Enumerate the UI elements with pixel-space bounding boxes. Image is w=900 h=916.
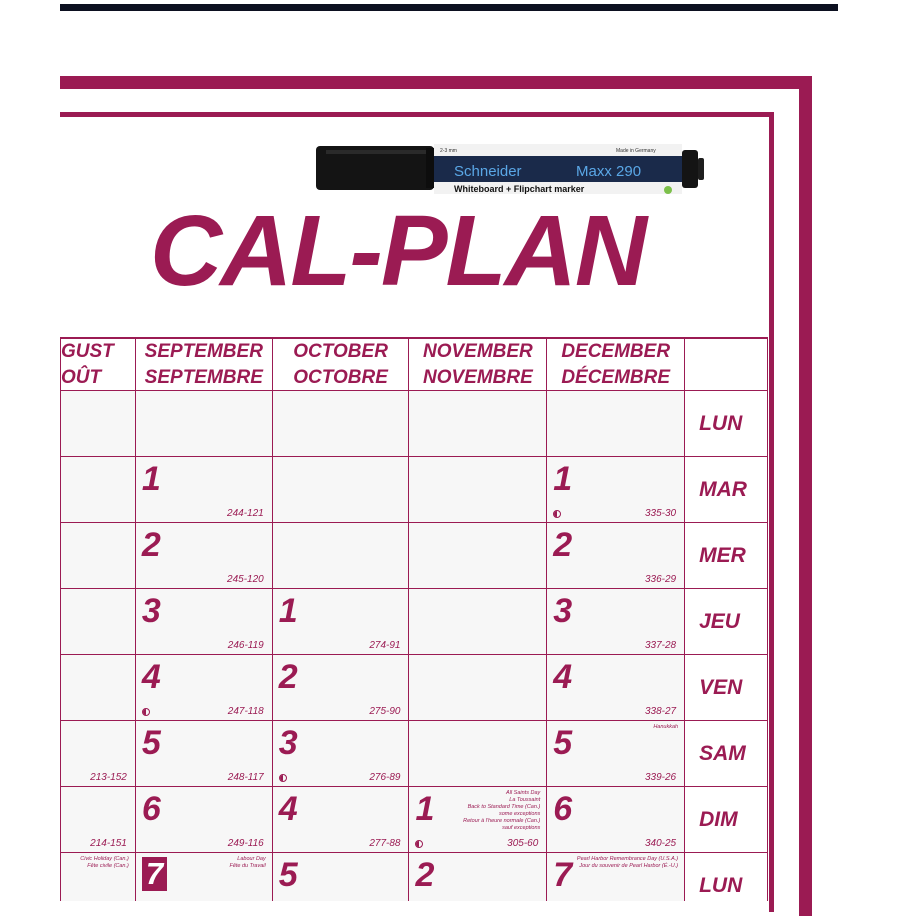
day-number: 2 (415, 856, 435, 894)
day-of-year-code: 340-25 (644, 838, 677, 849)
day-cell[interactable] (61, 853, 136, 902)
day-of-year-code: 338-27 (644, 706, 677, 717)
week-row (61, 391, 768, 457)
month-header-fr: OCTOBRE (272, 365, 409, 391)
day-cell[interactable] (61, 721, 136, 787)
day-cell[interactable] (61, 787, 136, 853)
day-cell[interactable] (547, 655, 685, 721)
day-cell[interactable] (272, 391, 409, 457)
day-number: 5 (553, 724, 573, 762)
marker-brand: Schneider (454, 163, 522, 180)
day-number: 2 (141, 526, 161, 564)
month-header-en: DECEMBER (547, 339, 685, 365)
holiday-note: Civic Holiday (Can.) Fête civile (Can.) (80, 856, 129, 869)
month-header-en: OCTOBER (272, 339, 409, 365)
day-number: 6 (141, 790, 161, 828)
weekday-label: DIM (699, 808, 738, 831)
day-cell[interactable] (135, 787, 272, 853)
moon-phase-icon (279, 774, 287, 782)
month-header-row-en (61, 339, 768, 365)
day-of-year-code: 274-91 (369, 640, 401, 651)
day-cell[interactable] (547, 391, 685, 457)
day-of-year-code: 248-117 (227, 772, 264, 783)
day-cell[interactable] (409, 787, 547, 853)
day-cell[interactable] (135, 457, 272, 523)
day-number: 5 (141, 724, 161, 762)
weekday-label: VEN (699, 676, 743, 699)
day-cell[interactable] (272, 523, 409, 589)
week-row (61, 853, 768, 902)
weekday-label-cell (685, 721, 768, 787)
week-row (61, 523, 768, 589)
day-cell[interactable] (135, 589, 272, 655)
day-number: 6 (553, 790, 573, 828)
day-of-year-code: 337-28 (644, 640, 677, 651)
day-number: 3 (141, 592, 161, 630)
weekday-label: JEU (699, 610, 740, 633)
day-cell[interactable] (61, 523, 136, 589)
day-number: 1 (415, 790, 435, 828)
day-cell[interactable] (547, 589, 685, 655)
day-number: 3 (553, 592, 573, 630)
weekday-label-cell (685, 787, 768, 853)
day-cell[interactable] (61, 457, 136, 523)
month-header-en: GUST (61, 339, 136, 365)
day-cell[interactable] (61, 655, 136, 721)
page-title: CAL-PLAN (150, 195, 646, 307)
moon-phase-icon (415, 840, 423, 848)
moon-phase-icon (553, 510, 561, 518)
day-cell[interactable] (547, 853, 685, 902)
day-of-year-code: 277-88 (369, 838, 401, 849)
day-of-year-code: 249-116 (227, 838, 264, 849)
day-number: 3 (278, 724, 298, 762)
day-number: 1 (278, 592, 298, 630)
day-number: 4 (141, 658, 161, 696)
weekday-label-cell (685, 589, 768, 655)
day-cell[interactable] (135, 655, 272, 721)
weekday-label-cell (685, 523, 768, 589)
marker-model: Maxx 290 (576, 163, 642, 180)
day-of-year-code: 244-121 (227, 508, 264, 519)
marker-pen-image (316, 140, 706, 198)
moon-phase-icon (142, 708, 150, 716)
weekday-label: LUN (699, 412, 743, 435)
day-cell[interactable] (135, 391, 272, 457)
day-number: 7 (553, 856, 573, 894)
month-header-fr: DÉCEMBRE (547, 365, 685, 391)
day-of-year-code: 275-90 (369, 706, 401, 717)
weekday-label: SAM (699, 742, 746, 765)
day-cell[interactable] (409, 655, 547, 721)
day-cell[interactable] (272, 457, 409, 523)
holiday-note: Hanukkah (653, 724, 679, 730)
week-row (61, 721, 768, 787)
day-of-year-code: 339-26 (644, 772, 677, 783)
header-blank (685, 339, 768, 365)
marker-tip: 2-3 mm (440, 148, 457, 154)
week-row (61, 457, 768, 523)
day-cell[interactable] (409, 853, 547, 902)
marker-type: Whiteboard + Flipchart marker (454, 184, 585, 194)
holiday-note: Pearl Harbor Remembrance Day (U.S.A.) Jour du souvenir de Pearl Harbor (É.-U.) (576, 856, 679, 869)
day-number: 1 (553, 460, 573, 498)
day-cell[interactable] (409, 391, 547, 457)
day-cell[interactable] (547, 457, 685, 523)
day-cell[interactable] (135, 721, 272, 787)
day-of-year-code: 335-30 (644, 508, 677, 519)
month-header-fr: SEPTEMBRE (135, 365, 272, 391)
calendar-table (60, 338, 768, 901)
day-cell[interactable] (409, 589, 547, 655)
day-cell[interactable] (61, 391, 136, 457)
day-cell[interactable] (272, 721, 409, 787)
day-of-year-code: 245-120 (227, 574, 264, 585)
month-header-row-fr (61, 365, 768, 391)
day-cell[interactable] (409, 457, 547, 523)
day-of-year-code: 246-119 (227, 640, 264, 651)
day-of-year-code: 213-152 (90, 772, 127, 783)
day-cell[interactable] (409, 721, 547, 787)
month-header-fr: OÛT (61, 365, 136, 391)
top-bar (60, 4, 838, 11)
month-header-fr: NOVEMBRE (409, 365, 547, 391)
day-of-year-code: 336-29 (644, 574, 677, 585)
weekday-label-cell (685, 655, 768, 721)
weekday-label: MER (699, 544, 746, 567)
header-blank (685, 365, 768, 391)
holiday-note: All Saints Day La Toussaint Back to Standard Time (Can.) some exceptions Retour à l'heure normale (Can.) sauf exceptions (463, 790, 541, 831)
day-of-year-code: 247-118 (227, 706, 264, 717)
weekday-label: LUN (699, 874, 743, 897)
day-cell[interactable] (272, 589, 409, 655)
day-number: 1 (141, 460, 161, 498)
weekday-label-cell (685, 391, 768, 457)
day-of-year-code: 305-60 (507, 838, 539, 849)
day-cell[interactable] (547, 787, 685, 853)
day-cell[interactable] (547, 721, 685, 787)
marker-origin: Made in Germany (616, 148, 656, 154)
month-header-en: SEPTEMBER (135, 339, 272, 365)
day-of-year-code: 276-89 (369, 772, 401, 783)
weekday-label: MAR (699, 478, 747, 501)
week-row (61, 655, 768, 721)
weekday-label-cell (685, 457, 768, 523)
weekday-label-cell (685, 853, 768, 902)
day-number: 2 (553, 526, 573, 564)
calendar-grid (60, 337, 768, 901)
day-of-year-code: 214-151 (90, 838, 127, 849)
day-cell[interactable] (272, 655, 409, 721)
day-cell[interactable] (135, 523, 272, 589)
day-number: 5 (278, 856, 298, 894)
day-number: 4 (278, 790, 298, 828)
day-number: 4 (553, 658, 573, 696)
day-cell[interactable] (61, 589, 136, 655)
day-number: 7 (142, 857, 167, 891)
day-number: 2 (278, 658, 298, 696)
week-row (61, 589, 768, 655)
day-cell[interactable] (272, 853, 409, 902)
holiday-note: Labour Day Fête du Travail (229, 856, 266, 869)
month-header-en: NOVEMBER (409, 339, 547, 365)
day-cell[interactable] (547, 523, 685, 589)
day-cell[interactable] (135, 853, 272, 902)
day-cell[interactable] (272, 787, 409, 853)
week-row (61, 787, 768, 853)
day-cell[interactable] (409, 523, 547, 589)
